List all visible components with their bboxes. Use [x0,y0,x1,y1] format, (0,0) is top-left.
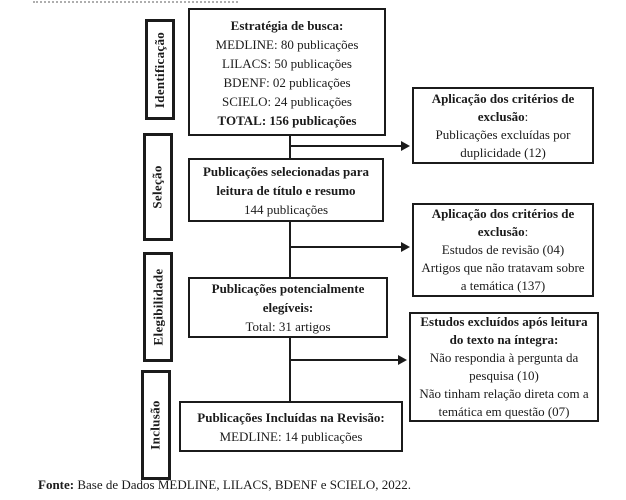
search-line-bdenf: BDENF: 02 publicações [223,75,351,90]
connector-box2-box3 [289,220,291,279]
exclusion-2-line-reviews: Estudos de revisão (04) [441,242,565,257]
eligible-count: Total: 31 artigos [245,319,331,334]
connector-box3-box4 [289,336,291,403]
exclusion-1-line: Publicações excluídas por duplicidade (12) [435,126,571,160]
selected-title-line2: leitura de título e resumo [216,182,356,198]
stage-label-eligibility [143,252,173,362]
search-line-medline: MEDLINE: 80 publicações [215,37,359,52]
eligible-title-line1: Publicações potencialmente [211,281,365,296]
source-note [38,477,411,493]
included-title: Publicações Incluídas na Revisão: [197,409,385,425]
selected-title-line1: Publicações selecionadas para [202,163,370,179]
exclusion-2-title-text: Aplicação dos critérios de exclusão [431,206,575,239]
eligible-publications-box [188,277,388,338]
arrow-to-exclusion-2 [290,246,401,248]
exclusion-1-title [418,90,588,126]
stage-label-identification-text: Identificação [152,31,167,108]
source-note-label: Fonte: [38,477,75,492]
included-count: MEDLINE: 14 publicações [219,428,363,444]
exclusion-2-title-colon: : [524,224,529,239]
exclusion-3-line-relation: Não tinham relação direta com a temática em questão (07) [419,386,589,419]
exclusion-box-fulltext [409,312,599,422]
exclusion-box-criteria [412,203,594,297]
exclusion-box-duplicates [412,87,594,164]
arrow-to-exclusion-3 [290,359,398,361]
stage-label-selection-text: Seleção [150,165,166,209]
arrow-to-exclusion-1 [290,145,401,147]
source-note-text: Base de Dados MEDLINE, LILACS, BDENF e SCIELO, 2022. [77,477,411,492]
included-publications-box [179,401,403,452]
stage-label-inclusion-text: Inclusão [148,400,163,450]
selected-count: 144 publicações [243,201,329,217]
cropped-text-fragment [33,1,238,3]
search-strategy-title: Estratégia de busca: [230,18,344,33]
connector-box1-box2 [289,134,291,160]
stage-label-inclusion [141,370,171,480]
exclusion-2-line-offtopic: Artigos que não tratavam sobre a temática (137) [421,260,585,293]
eligible-title-line2: elegíveis: [262,300,314,315]
exclusion-1-title-colon: : [524,108,529,124]
search-strategy-box [188,8,386,136]
exclusion-3-line-question: Não respondia à pergunta da pesquisa (10) [429,350,579,383]
stage-label-eligibility-text: Elegibilidade [150,268,165,346]
search-line-scielo: SCIELO: 24 publicações [222,94,352,109]
search-line-lilacs: LILACS: 50 publicações [222,56,352,71]
stage-label-identification [145,19,175,120]
stage-label-selection [143,133,173,241]
selected-publications-box [188,158,384,222]
exclusion-2-title [418,205,588,241]
search-line-total: TOTAL: 156 publicações [217,113,357,128]
exclusion-1-title-text: Aplicação dos critérios de exclusão [431,90,575,124]
exclusion-3-title: Estudos excluídos após leitura do texto na íntegra: [420,314,588,347]
